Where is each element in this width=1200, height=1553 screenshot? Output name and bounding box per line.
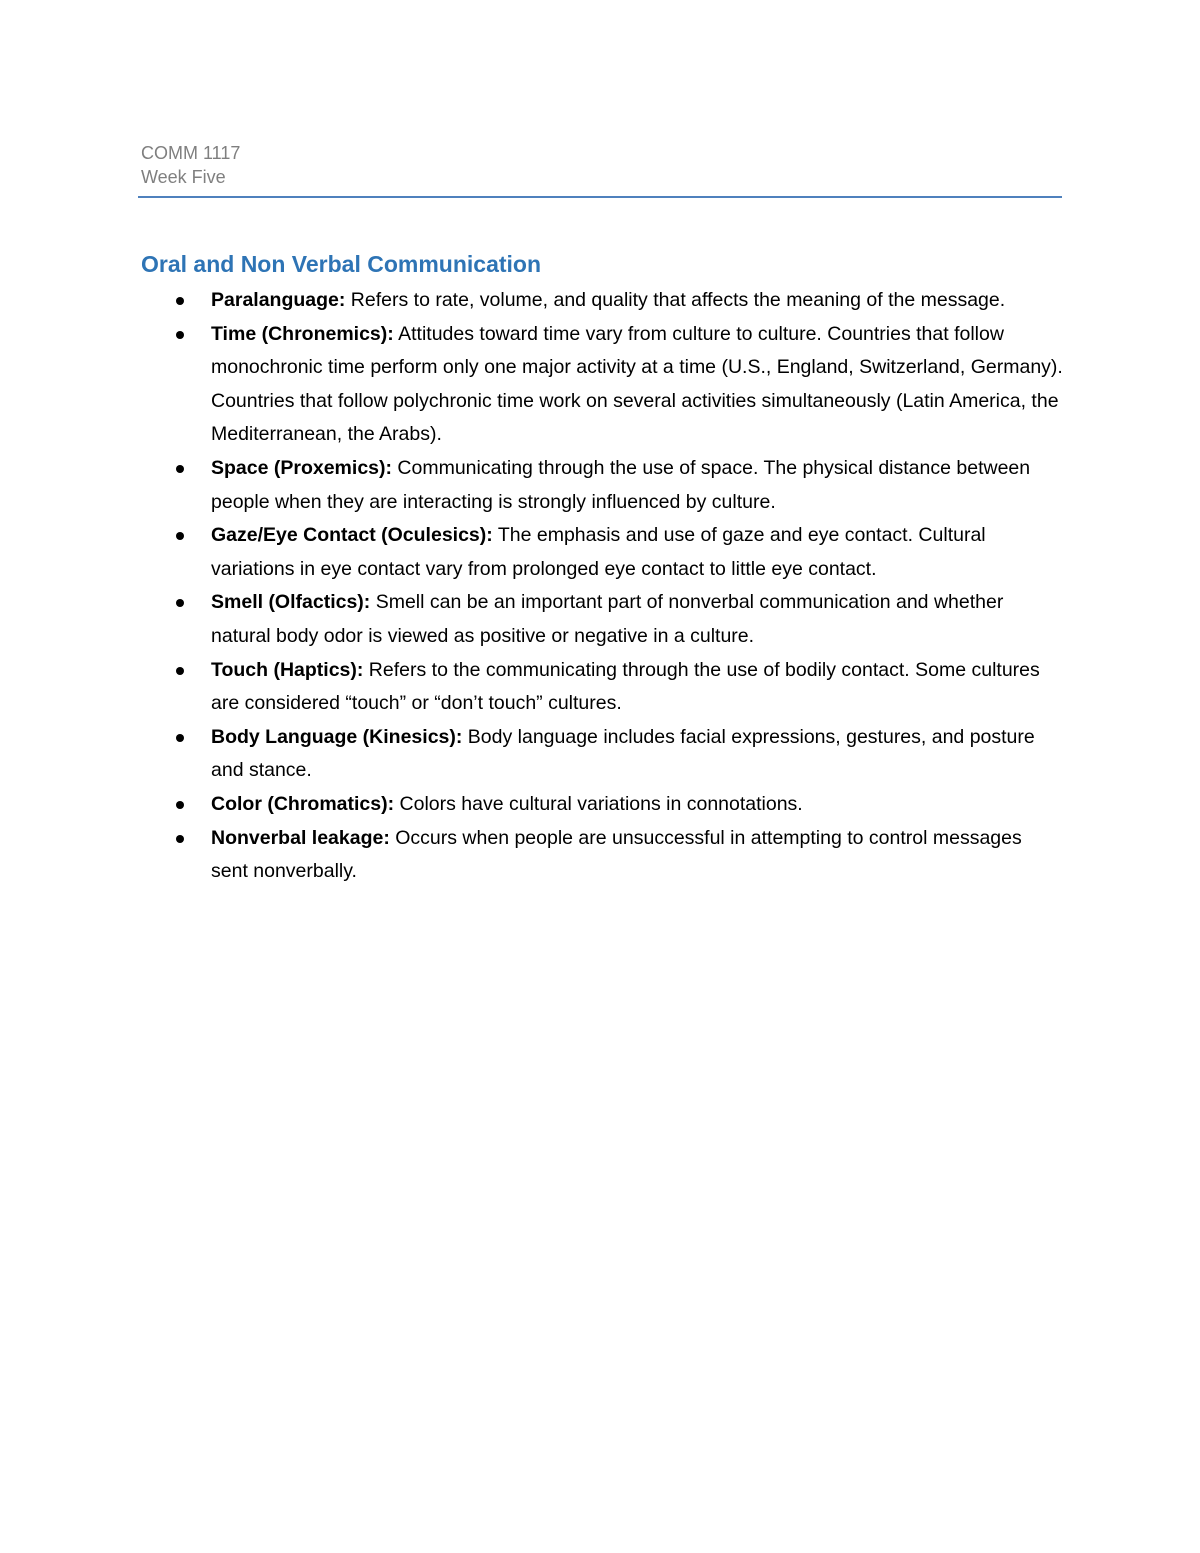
bullet-icon xyxy=(176,297,184,305)
list-item xyxy=(211,519,1063,586)
item-text: Attitudes toward time vary from culture to culture. Countries that follow monochronic time perform only one major activity at a time (U.S., England, Switzerland, Germany). Countries that follow polychronic time work on several activities simultaneously (Latin America, the Mediterranean, the Arabs). xyxy=(211,322,1063,446)
item-text: Communicating through the use of space. The physical distance between people when they are interacting is strongly influenced by culture. xyxy=(211,456,1031,513)
list-item xyxy=(211,318,1063,452)
bullet-icon xyxy=(176,465,184,473)
item-term: Smell (Olfactics): xyxy=(211,591,371,614)
item-term: Body Language (Kinesics): xyxy=(211,725,463,748)
item-term: Time (Chronemics): xyxy=(211,322,394,345)
item-text: Smell can be an important part of nonverbal communication and whether natural body odor is viewed as positive or negative in a culture. xyxy=(211,591,1004,647)
list-item xyxy=(211,822,1063,889)
header-divider xyxy=(138,196,1062,198)
item-term: Touch (Haptics): xyxy=(211,658,364,681)
course-code: COMM 1117 xyxy=(141,143,241,163)
bullet-icon xyxy=(176,599,184,607)
list-item xyxy=(211,284,1063,318)
bullet-icon xyxy=(176,801,184,809)
week-label: Week Five xyxy=(141,167,226,187)
document-header xyxy=(141,141,240,189)
item-term: Space (Proxemics): xyxy=(211,456,392,479)
item-text: Refers to rate, volume, and quality that affects the meaning of the message. xyxy=(345,289,1006,311)
item-term: Gaze/Eye Contact (Oculesics): xyxy=(211,524,493,547)
item-term: Nonverbal leakage: xyxy=(211,826,390,849)
list-item xyxy=(211,452,1063,519)
section-heading: Oral and Non Verbal Communication xyxy=(141,251,542,277)
item-term: Color (Chromatics): xyxy=(211,792,395,815)
item-text: Colors have cultural variations in connotations. xyxy=(394,792,803,815)
item-text: Refers to the communicating through the use of bodily contact. Some cultures are considered “touch” or “don’t touch” cultures. xyxy=(211,658,1040,715)
item-text: Occurs when people are unsuccessful in attempting to control messages sent nonverbally. xyxy=(211,826,1022,883)
list-item xyxy=(211,654,1063,721)
bullet-icon xyxy=(176,667,184,675)
list-item xyxy=(211,721,1063,788)
bullet-icon xyxy=(176,734,184,742)
bullet-icon xyxy=(176,835,184,843)
item-text: The emphasis and use of gaze and eye contact. Cultural variations in eye contact vary from prolonged eye contact to little eye contact. xyxy=(211,524,986,580)
item-term: Paralanguage: xyxy=(211,289,346,311)
list-item xyxy=(211,586,1063,653)
bullet-list xyxy=(211,284,1063,889)
bullet-icon xyxy=(176,532,184,540)
bullet-icon xyxy=(176,331,184,339)
item-text: Body language includes facial expressions, gestures, and posture and stance. xyxy=(211,725,1035,782)
list-item xyxy=(211,788,1063,822)
